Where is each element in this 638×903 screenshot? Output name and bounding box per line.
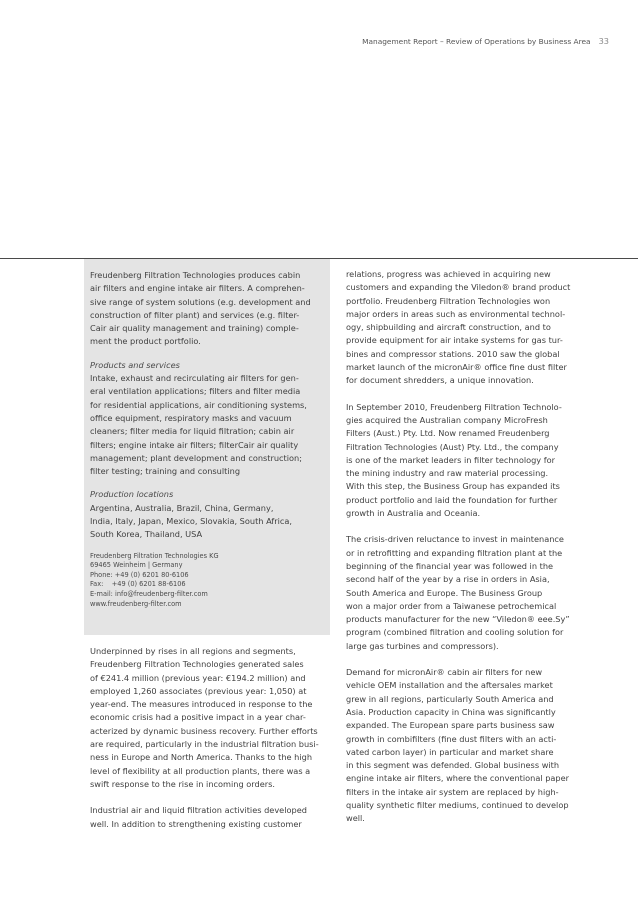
text-line: major orders in areas such as environmental technol- [346,308,566,319]
text-line: South America and Europe. The Business Group [346,587,543,598]
text-line: bines and compressor stations. 2010 saw the global [346,348,560,359]
locations-text [90,502,325,542]
text-line: relations, progress was achieved in acquiring new [346,269,551,279]
text-line: filter testing; training and consulting [90,466,241,477]
text-line: Filtration Technologies (Aust) Pty. Ltd., the company [346,441,559,452]
text-line: Freudenberg Filtration Technologies generated sales [90,659,304,670]
text-line: provide equipment for air intake systems for gas tur- [346,335,563,346]
text-line: cleaners; filter media for liquid filtration; cabin air [90,426,295,437]
contact-website[interactable]: www.freudenberg-filter.com [90,599,182,608]
text-line: ment the product portfolio. [90,336,201,347]
products-text [90,372,325,478]
text-line: Cair air quality management and training) comple- [90,323,299,334]
text-line: filters in the intake air system are replaced by high- [346,786,559,797]
text-line: ness in Europe and North America. Thanks to the high [90,752,313,763]
text-line: second half of the year by a rise in orders in Asia, [346,574,550,585]
text-line: for residential applications, air conditioning systems, [90,399,307,410]
text-line: engine intake air filters, where the conventional paper [346,773,570,784]
text-line: well. [346,813,365,824]
contact-phone: Phone: +49 (0) 6201 80-6106 [90,570,189,579]
text-line: products manufacturer for the new “Viledon® eee.Sy” [346,614,570,625]
contact-fax: Fax: +49 (0) 6201 88-6106 [90,580,186,589]
contact-address: 69465 Weinheim | Germany [90,561,183,570]
text-line: growth in combifilters (fine dust filters with an acti- [346,733,557,744]
text-line: acterized by dynamic business recovery. Further efforts [90,725,318,736]
text-line: The crisis-driven reluctance to invest in maintenance [346,534,564,545]
text-line: well. In addition to strengthening existing customer [90,818,302,829]
text-line: in this segment was defended. Global business with [346,760,560,771]
locations-heading: Production locations [90,489,174,500]
text-line: Filters (Aust.) Pty. Ltd. Now renamed Freudenberg [346,428,550,439]
profile-info-box [84,259,330,635]
text-line: South Korea, Thailand, USA [90,529,203,540]
text-line: In September 2010, Freudenberg Filtration Technolo- [346,401,562,412]
intro-text [90,269,325,349]
text-line: grew in all regions, particularly South America and [346,693,554,704]
text-line: employed 1,260 associates (previous year: 1,050) at [90,685,307,696]
text-line: Asia. Production capacity in China was significantly [346,706,556,717]
text-line: gies acquired the Australian company MicroFresh [346,414,548,425]
text-line: product portfolio and laid the foundation for further [346,494,558,505]
text-line: eral ventilation applications; filters and filter media [90,386,301,397]
text-line: growth in Australia and Oceania. [346,508,481,519]
text-line: quality synthetic filter mediums, continued to develop [346,799,569,810]
left-paragraph-2 [90,804,328,831]
text-line: Underpinned by rises in all regions and segments, [90,646,296,656]
text-line: sive range of system solutions (e.g. development and [90,296,311,307]
right-column [346,268,592,839]
text-line: beginning of the financial year was followed in the [346,560,554,571]
right-paragraph-2 [346,401,592,521]
contact-email[interactable]: E-mail: info@freudenberg-filter.com [90,590,208,599]
text-line: Argentina, Australia, Brazil, China, Germany, [90,502,274,513]
text-line: expanded. The European spare parts business saw [346,720,555,731]
text-line: Intake, exhaust and recirculating air filters for gen- [90,373,299,384]
text-line: swift response to the rise in incoming orders. [90,778,275,789]
text-line: program (combined filtration and cooling solution for [346,627,564,638]
text-line: Industrial air and liquid filtration activities developed [90,805,307,816]
text-line: office equipment, respiratory masks and vacuum [90,412,292,423]
text-line: ogy, shipbuilding and aircraft construction, and to [346,322,551,333]
page-number: 33 [598,36,609,46]
text-line: portfolio. Freudenberg Filtration Technologies won [346,295,551,306]
text-line: management; plant development and construction; [90,452,302,463]
text-line: With this step, the Business Group has expanded its [346,481,560,492]
running-title: Management Report – Review of Operations by Business Area [362,37,591,46]
text-line: for document shredders, a unique innovation. [346,375,534,386]
text-line: Freudenberg Filtration Technologies produces cabin [90,270,301,280]
text-line: level of flexibility at all production plants, there was a [90,765,311,776]
text-line: India, Italy, Japan, Mexico, Slovakia, South Africa, [90,516,293,527]
text-line: market launch of the micronAir® office fine dust filter [346,362,567,373]
left-paragraph-1 [90,645,328,791]
left-column-body [90,645,328,844]
text-line: the mining industry and raw material processing. [346,468,549,479]
text-line: is one of the market leaders in filter technology for [346,454,556,465]
text-line: or in retrofitting and expanding filtration plant at the [346,547,563,558]
text-line: customers and expanding the Viledon® brand product [346,282,571,293]
text-line: large gas turbines and compressors). [346,640,499,651]
text-line: year-end. The measures introduced in response to the [90,699,313,710]
text-line: won a major order from a Taiwanese petrochemical [346,600,557,611]
contact-company: Freudenberg Filtration Technologies KG [90,551,219,560]
right-paragraph-4 [346,666,592,826]
right-paragraph-3 [346,533,592,653]
text-line: are required, particularly in the industrial filtration busi- [90,739,319,750]
text-line: economic crisis had a positive impact in a year char- [90,712,306,723]
text-line: air filters and engine intake air filters. A comprehen- [90,283,305,294]
right-paragraph-1 [346,268,592,388]
text-line: of €241.4 million (previous year: €194.2 million) and [90,672,306,683]
text-line: vated carbon layer) in particular and market share [346,746,554,757]
text-line: Demand for micronAir® cabin air filters for new [346,667,543,678]
contact-block [90,552,325,610]
products-heading: Products and services [90,359,180,370]
text-line: construction of filter plant) and services (e.g. filter- [90,309,300,320]
running-header [362,36,609,46]
text-line: filters; engine intake air filters; filterCair air quality [90,439,299,450]
text-line: vehicle OEM installation and the aftersales market [346,680,553,691]
